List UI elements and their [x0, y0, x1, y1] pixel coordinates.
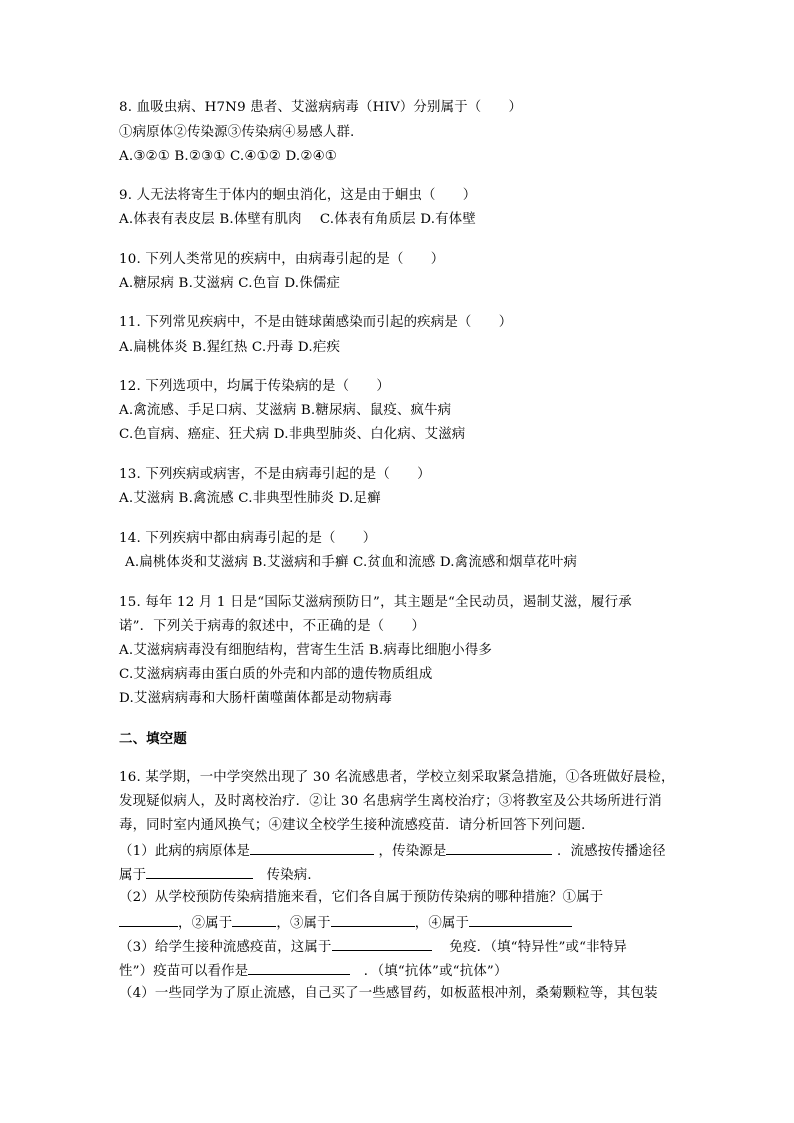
q16-sub1-text-b: ，传染源是 — [378, 844, 447, 859]
q15-stem-2: 诺”．下列关于病毒的叙述中，不正确的是（ ） — [119, 619, 426, 634]
q16-sub1-line1 — [119, 841, 666, 861]
q16-sub1-text-a: （1）此病的病原体是 — [119, 844, 251, 859]
q10-stem: 10. 下列人类常见的疾病中，由病毒引起的是（ ） — [119, 252, 445, 267]
q16-sub3-text-b: 免疫．（填“特异性”或“非特异 — [449, 940, 627, 955]
q14-options: A.扁桃体炎和艾滋病 B.艾滋病和手癣 C.贫血和流感 D.禽流感和烟草花叶病 — [125, 555, 578, 570]
q16-blank-pathogen[interactable] — [250, 841, 374, 855]
q16-sub2-text-d: ，④属于 — [414, 916, 470, 931]
q10-options: A.糖尿病 B.艾滋病 C.色盲 D.侏儒症 — [119, 276, 341, 291]
q16-blank-source[interactable] — [446, 841, 552, 855]
q13-options: A.艾滋病 B.禽流感 C.非典型性肺炎 D.足癣 — [119, 491, 381, 506]
q15-options-ab: A.艾滋病病毒没有细胞结构，营寄生生活 B.病毒比细胞小得多 — [119, 643, 493, 658]
q16-sub3-text-a: （3）给学生接种流感疫苗，这属于 — [119, 940, 332, 955]
q16-sub1-text-e: 传染病． — [266, 868, 321, 883]
q9-options: A.体表有表皮层 B.体壁有肌肉 C.体表有角质层 D.有体壁 — [119, 212, 476, 227]
q11-stem: 11. 下列常见疾病中，不是由链球菌感染而引起的疾病是（ ） — [119, 315, 513, 330]
q16-sub2-line2 — [119, 913, 572, 933]
q16-sub3-line2 — [119, 961, 508, 981]
q16-sub3-text-c: 性”）疫苗可以看作是 — [119, 964, 249, 979]
q16-blank-measure-1[interactable] — [119, 913, 178, 927]
q16-blank-immunity[interactable] — [332, 937, 432, 951]
q16-sub3-text-d: ．（填“抗体”或“抗体”） — [363, 964, 508, 979]
q16-sub2-text-b: ，②属于 — [178, 916, 233, 931]
q16-sub1-text-c: ．流感按传播途径 — [556, 844, 666, 859]
q16-sub2-line1: （2）从学校预防传染病措施来看，它们各自属于预防传染病的哪种措施？①属于 — [119, 890, 604, 905]
section-title: 二、填空题 — [119, 731, 187, 747]
q16-para-1: 16. 某学期，一中学突然出现了 30 名流感患者，学校立刻采取紧急措施，①各班做好晨检， — [119, 770, 675, 785]
q16-blank-measure-3[interactable] — [331, 913, 415, 927]
q16-sub3-line1 — [119, 937, 627, 957]
q16-sub1-line2 — [119, 865, 321, 885]
q16-sub2-text-c: ，③属于 — [276, 916, 331, 931]
q16-blank-vaccine[interactable] — [248, 961, 350, 975]
q16-sub4-line1: （4）一些同学为了原止流感，自己买了一些感冒药，如板蓝根冲剂，桑菊颗粒等，其包装 — [119, 986, 658, 1001]
q15-option-d: D.艾滋病病毒和大肠杆菌噬菌体都是动物病毒 — [119, 691, 393, 706]
q15-option-c: C.艾滋病病毒由蛋白质的外壳和内部的遗传物质组成 — [119, 667, 433, 682]
q16-blank-measure-4[interactable] — [469, 913, 572, 927]
q9-stem: 9. 人无法将寄生于体内的蛔虫消化，这是由于蛔虫（ ） — [119, 188, 477, 203]
q12-options-2: C.色盲病、癌症、狂犬病 D.非典型肺炎、白化病、艾滋病 — [119, 427, 466, 442]
q12-options-1: A.禽流感、手足口病、艾滋病 B.糖尿病、鼠疫、疯牛病 — [119, 403, 452, 418]
q15-stem-1: 15. 每年 12 月 1 日是“国际艾滋病预防日”，其主题是“全民动员，遏制艾滋，履行承 — [119, 595, 632, 610]
q11-options: A.扁桃体炎 B.猩红热 C.丹毒 D.疟疾 — [119, 340, 341, 355]
q12-stem: 12. 下列选项中，均属于传染病的是（ ） — [119, 379, 390, 394]
q16-blank-measure-2[interactable] — [232, 913, 276, 927]
q8-stem: 8. 血吸虫病、H7N9 患者、艾滋病病毒（HIV）分别属于（ ） — [119, 100, 523, 115]
q16-sub1-text-d: 属于 — [119, 868, 147, 883]
q14-stem: 14. 下列疾病中都由病毒引起的是（ ） — [119, 531, 377, 546]
q8-options: A.③②① B.②③① C.④①② D.②④① — [119, 149, 337, 164]
q16-blank-route[interactable] — [146, 865, 253, 879]
q16-para-2: 发现疑似病人，及时离校治疗．②让 30 名患病学生离校治疗；③将教室及公共场所进行消 — [119, 794, 662, 809]
q13-stem: 13. 下列疾病或病害，不是由病毒引起的是（ ） — [119, 467, 431, 482]
q16-para-3: 毒，同时室内通风换气；④建议全校学生接种流感疫苗．请分析回答下列问题． — [119, 818, 595, 833]
q8-items: ①病原体②传染源③传染病④易感人群. — [119, 125, 355, 140]
